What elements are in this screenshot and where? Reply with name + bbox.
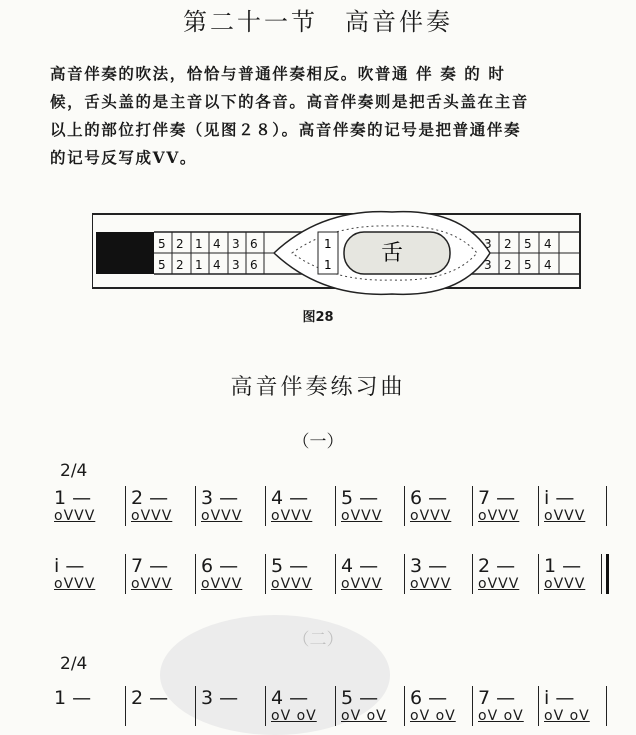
bar-line <box>472 686 473 726</box>
hole-bottom-r3: 5 <box>524 258 532 272</box>
measure-note: 2 — <box>478 555 516 577</box>
measure <box>341 688 387 724</box>
measure-note: 7 — <box>478 687 516 709</box>
measure <box>410 688 456 724</box>
measure <box>201 556 242 592</box>
measure <box>131 488 172 524</box>
measure <box>201 688 238 708</box>
measure-accompaniment: oVVV <box>341 576 383 592</box>
hole-bottom-r1: 3 <box>484 258 492 272</box>
measure-accompaniment: oVVV <box>131 576 173 592</box>
bar-line <box>538 554 539 594</box>
measure-accompaniment: oV oV <box>341 708 387 724</box>
bar-line <box>195 554 196 594</box>
hole-bottom-6: 6 <box>250 258 258 272</box>
measure-accompaniment: oVVV <box>410 576 452 592</box>
measure <box>54 688 91 708</box>
hole-bottom-3: 1 <box>195 258 203 272</box>
bar-line <box>195 686 196 726</box>
measure-note: 5 — <box>341 487 379 509</box>
measure-accompaniment: oVVV <box>54 576 96 592</box>
measure-note: 3 — <box>410 555 448 577</box>
inner-hole-top: 1 <box>324 237 332 251</box>
measure-accompaniment: oV oV <box>478 708 524 724</box>
exercise-title: 高音伴奏练习曲 <box>230 375 406 400</box>
tongue-label: 舌 <box>381 241 404 266</box>
bar-line <box>335 554 336 594</box>
hole-top-3: 1 <box>195 237 203 251</box>
measure <box>341 488 382 524</box>
measure <box>54 488 95 524</box>
bar-line <box>335 686 336 726</box>
measure-accompaniment: oV oV <box>410 708 456 724</box>
measure <box>544 488 585 524</box>
hole-top-r4: 4 <box>544 237 552 251</box>
measure-note: 4 — <box>341 555 379 577</box>
measure-note: 4 — <box>271 487 309 509</box>
hole-top-4: 4 <box>213 237 221 251</box>
bar-line <box>472 554 473 594</box>
measure-note: 7 — <box>131 555 169 577</box>
measure <box>201 488 242 524</box>
measure-accompaniment: oVVV <box>54 508 96 524</box>
hole-bottom-4: 4 <box>213 258 221 272</box>
hole-bottom-1: 5 <box>158 258 166 272</box>
measure-accompaniment: oVVV <box>478 508 520 524</box>
part-1-label: （一） <box>292 432 344 452</box>
bar-line <box>125 686 126 726</box>
measure-accompaniment: oVVV <box>478 576 520 592</box>
measure <box>478 688 524 724</box>
measure-note: i — <box>544 687 575 709</box>
measure-note: 3 — <box>201 687 239 709</box>
measure <box>478 556 519 592</box>
hole-top-r3: 5 <box>524 237 532 251</box>
hole-top-2: 2 <box>176 237 184 251</box>
measure-accompaniment: oVVV <box>544 508 586 524</box>
measure <box>341 556 382 592</box>
measure <box>544 688 590 724</box>
measure-note: 1 — <box>544 555 582 577</box>
hole-top-6: 6 <box>250 237 258 251</box>
paragraph-line-3: 以上的部位打伴奏（见图２８）。高音伴奏的记号是把普通伴奏 <box>50 120 522 139</box>
final-bar-line <box>606 554 609 594</box>
figure-caption: 图28 <box>302 310 334 325</box>
measure-note: 5 — <box>341 687 379 709</box>
measure-accompaniment: oVVV <box>544 576 586 592</box>
hole-bottom-r2: 2 <box>504 258 512 272</box>
measure-accompaniment: oVVV <box>341 508 383 524</box>
measure <box>410 488 451 524</box>
measure-accompaniment: oVVV <box>201 576 243 592</box>
measure-note: 1 — <box>54 687 92 709</box>
measure-note: 3 — <box>201 487 239 509</box>
harmonica-mouthpiece <box>96 232 154 274</box>
paragraph-line-4: 的记号反写成ⅤⅤ。 <box>50 148 197 167</box>
measure <box>271 488 312 524</box>
measure-accompaniment: oVVV <box>271 508 313 524</box>
bar-line <box>265 554 266 594</box>
bar-line <box>538 486 539 526</box>
hole-top-r2: 2 <box>504 237 512 251</box>
page-title: 第二十一节 高音伴奏 <box>183 8 453 36</box>
bar-line <box>404 486 405 526</box>
bar-line <box>404 686 405 726</box>
measure-note: 6 — <box>201 555 239 577</box>
measure-accompaniment: oVVV <box>201 508 243 524</box>
bar-line <box>265 486 266 526</box>
bar-line <box>472 486 473 526</box>
harmonica-figure <box>92 206 582 301</box>
hole-top-5: 3 <box>232 237 240 251</box>
bar-line <box>601 554 602 594</box>
bar-line <box>538 686 539 726</box>
bar-line <box>335 486 336 526</box>
measure <box>410 556 451 592</box>
hole-top-r1: 3 <box>484 237 492 251</box>
measure <box>478 488 519 524</box>
part-2-time-signature: 2/4 <box>60 654 88 674</box>
measure <box>544 556 585 592</box>
measure <box>131 688 168 708</box>
bar-line <box>125 554 126 594</box>
measure-note: 6 — <box>410 687 448 709</box>
measure-note: 7 — <box>478 487 516 509</box>
measure-accompaniment: oV oV <box>271 708 317 724</box>
bar-line <box>265 686 266 726</box>
measure-accompaniment: oVVV <box>131 508 173 524</box>
measure-note: i — <box>54 555 85 577</box>
hole-bottom-r4: 4 <box>544 258 552 272</box>
measure-accompaniment: oVVV <box>410 508 452 524</box>
measure-note: 5 — <box>271 555 309 577</box>
bar-line <box>606 486 607 526</box>
bar-line <box>125 486 126 526</box>
measure-accompaniment: oVVV <box>271 576 313 592</box>
measure <box>131 556 172 592</box>
measure <box>271 556 312 592</box>
measure-note: 4 — <box>271 687 309 709</box>
measure-note: 1 — <box>54 487 92 509</box>
bar-line <box>606 686 607 726</box>
measure <box>271 688 317 724</box>
paragraph-line-1: 高音伴奏的吹法，恰恰与普通伴奏相反。吹普通 伴 奏 的 时 <box>50 64 506 83</box>
bar-line <box>195 486 196 526</box>
measure-note: i — <box>544 487 575 509</box>
measure-accompaniment: oV oV <box>544 708 590 724</box>
measure-note: 2 — <box>131 487 169 509</box>
measure-note: 6 — <box>410 487 448 509</box>
measure-note: 2 — <box>131 687 169 709</box>
hole-bottom-2: 2 <box>176 258 184 272</box>
measure <box>54 556 95 592</box>
paragraph-line-2: 候，舌头盖的是主音以下的各音。高音伴奏则是把舌头盖在主音 <box>50 92 529 111</box>
part-1-time-signature: 2/4 <box>60 461 88 481</box>
bar-line <box>404 554 405 594</box>
hole-bottom-5: 3 <box>232 258 240 272</box>
inner-hole-bottom: 1 <box>324 258 332 272</box>
hole-top-1: 5 <box>158 237 166 251</box>
